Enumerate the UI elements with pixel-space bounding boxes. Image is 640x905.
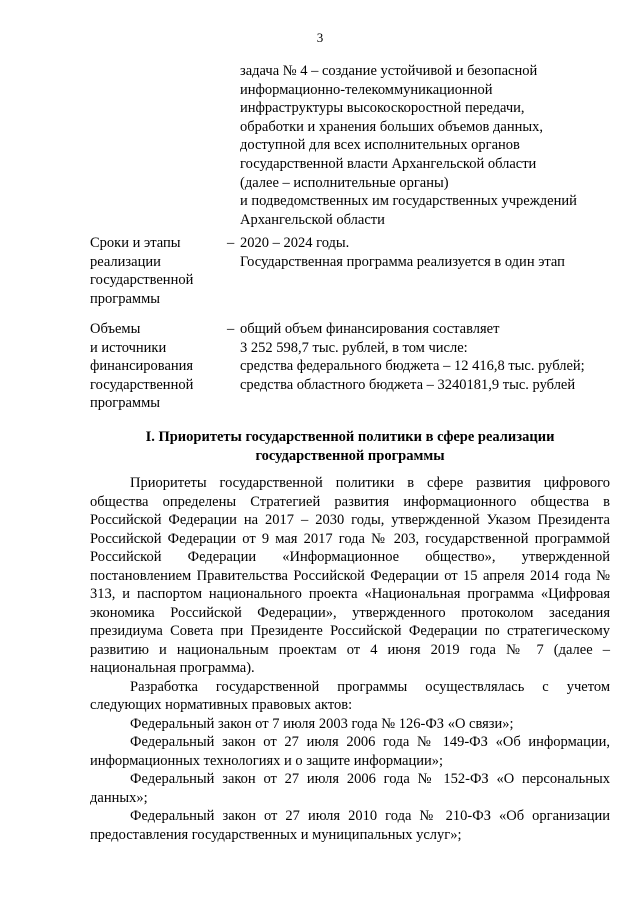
funding-value-line: средства областного бюджета – 3240181,9 тыс. рублей <box>240 376 576 393</box>
funding-value <box>240 320 612 394</box>
task-line: доступной для всех исполнительных органов <box>240 137 520 154</box>
terms-row <box>90 234 610 314</box>
paragraph: Федеральный закон от 27 июля 2010 года № 210-ФЗ «Об организации предоставления государственных и муниципальных услуг»; <box>90 808 610 843</box>
funding-value-line: 3 252 598,7 тыс. рублей, в том числе: <box>240 339 468 356</box>
paragraph: Федеральный закон от 27 июля 2006 года № 152-ФЗ «О персональных данных»; <box>90 771 610 806</box>
terms-label-line: государственной <box>90 272 194 289</box>
terms-value-line: Государственная программа реализуется в один этап <box>240 253 565 270</box>
funding-label-line: Объемы <box>90 321 141 337</box>
task-line: инфраструктуры высокоскоростной передачи, <box>240 100 525 117</box>
paragraph: Приоритеты государственной политики в сфере развития цифрового общества определены Стратегией развития информационного общества в Российской Федерации на 2017 – 2030 годы, утвержденной Указом Президента Российской Федерации от 9 мая 2017 года № 203, государственной программой Российской Федерации «Информационное общество», утвержденной постановлением Правительства Российской Федерации от 15 апреля 2014 года № 313, и паспортом национального проекта «Национальная программа «Цифровая экономика Российской Федерации», утвержденного протоколом заседания президиума Совета при Президенте Российской Федерации по стратегическому развитию и национальным проектам от 4 июня 2019 года № 7 (далее – национальная программа). <box>90 475 610 676</box>
terms-label <box>90 234 220 308</box>
section-heading-line: I. Приоритеты государственной политики в сфере реализации <box>145 429 555 445</box>
funding-label-line: и источники <box>90 339 167 356</box>
task-line: Архангельской области <box>240 211 385 228</box>
task-line: (далее – исполнительные органы) <box>240 174 449 191</box>
funding-dash: – <box>227 321 235 337</box>
task-line: информационно-телекоммуникационной <box>240 81 493 98</box>
terms-value-line: 2020 – 2024 годы. <box>240 235 350 251</box>
task-4-text <box>240 62 610 229</box>
terms-label-line: Сроки и этапы <box>90 235 181 251</box>
section-heading <box>90 428 610 466</box>
body-text <box>90 474 610 844</box>
funding-value-line: средства федерального бюджета – 12 416,8 тыс. рублей; <box>240 358 585 375</box>
task-line: обработки и хранения больших объемов данных, <box>240 118 543 135</box>
funding-label-line: программы <box>90 395 160 412</box>
paragraph: Федеральный закон от 27 июля 2006 года № 149-ФЗ «Об информации, информационных технологиях и о защите информации»; <box>90 734 610 769</box>
terms-value <box>240 234 612 271</box>
funding-value-line: общий объем финансирования составляет <box>240 321 500 337</box>
funding-label-line: финансирования <box>90 358 194 375</box>
terms-label-line: реализации <box>90 253 161 270</box>
task-line: задача № 4 – создание устойчивой и безопасной <box>240 63 538 79</box>
funding-label <box>90 320 220 413</box>
terms-dash: – <box>227 235 235 251</box>
funding-label-line: государственной <box>90 376 194 393</box>
paragraph: Разработка государственной программы осуществлялась с учетом следующих нормативных правовых актов: <box>90 678 610 713</box>
page-number: 3 <box>316 30 324 45</box>
paragraph: Федеральный закон от 7 июля 2003 года № 126-ФЗ «О связи»; <box>130 715 514 732</box>
task-line: и подведомственных им государственных учреждений <box>240 193 577 210</box>
task-line: государственной власти Архангельской области <box>240 155 537 172</box>
terms-label-line: программы <box>90 290 160 307</box>
funding-row <box>90 320 610 410</box>
section-heading-line: государственной программы <box>255 448 445 464</box>
